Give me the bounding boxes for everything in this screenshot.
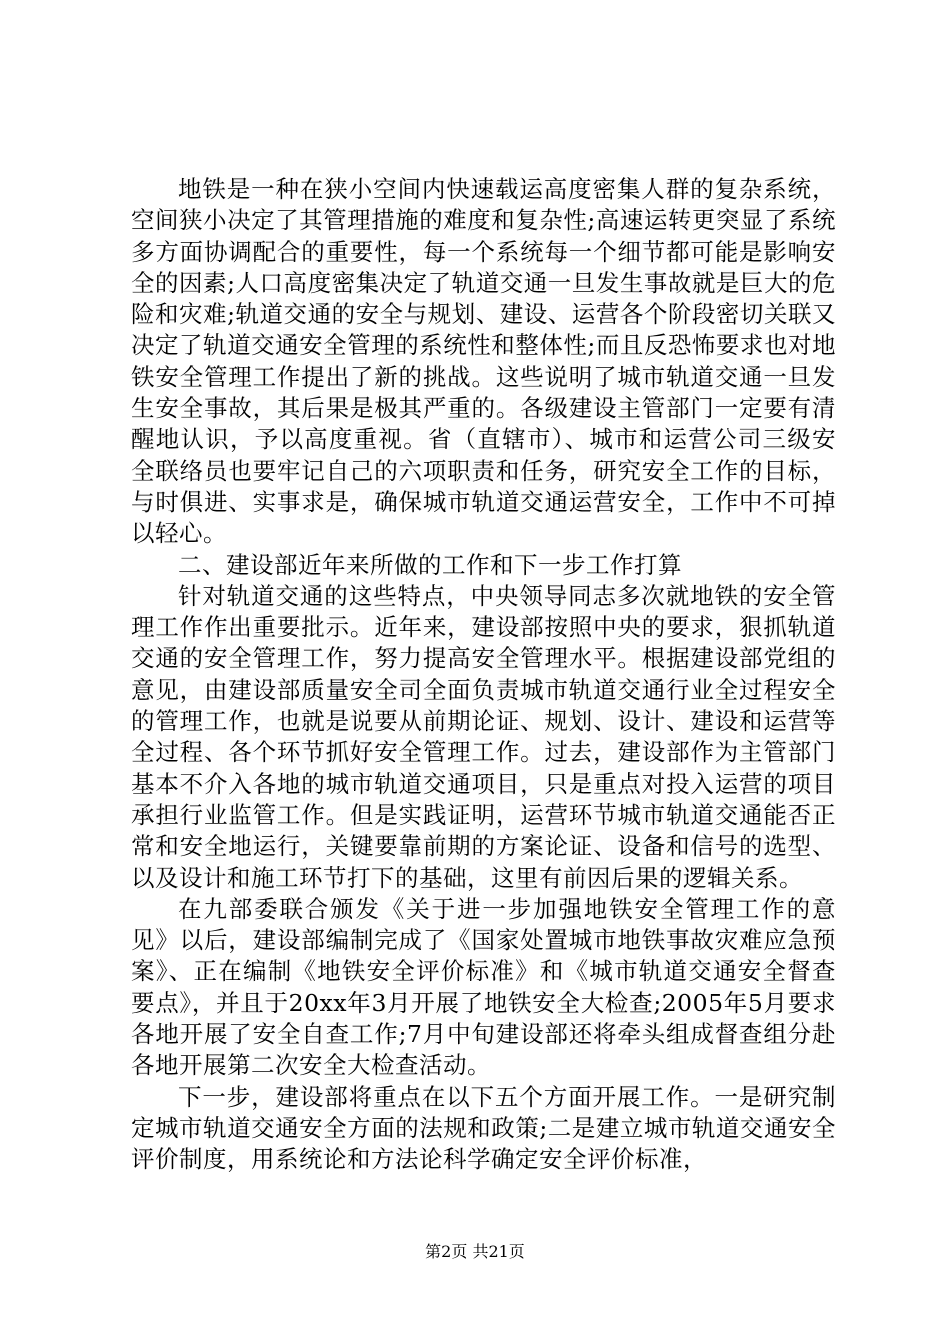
paragraph-2: 针对轨道交通的这些特点，中央领导同志多次就地铁的安全管理工作作出重要批示。近年来，建设部按照中央的要求，狠抓轨道交通的安全管理工作，努力提高安全管理水平。根据建设部党组的意见，由建设部质量安全司全面负责城市轨道交通行业全过程安全的管理工作，也就是说要从前期论证、规划、设计、建设和运营等全过程、各个环节抓好安全管理工作。过去，建设部作为主管部门基本不介入各地的城市轨道交通项目，只是重点对投入运营的项目承担行业监管工作。但是实践证明，运营环节城市轨道交通能否正常和安全地运行，关键要靠前期的方案论证、设备和信号的选型、以及设计和施工环节打下的基础，这里有前因后果的逻辑关系。 [131, 581, 836, 892]
paragraph-1: 地铁是一种在狭小空间内快速载运高度密集人群的复杂系统，空间狭小决定了其管理措施的难度和复杂性;高速运转更突显了系统多方面协调配合的重要性，每一个系统每一个细节都可能是影响安全的因素;人口高度密集决定了轨道交通一旦发生事故就是巨大的危险和灾难;轨道交通的安全与规划、建设、运营各个阶段密切关联又决定了轨道交通安全管理的系统性和整体性;而且反恐怖要求也对地铁安全管理工作提出了新的挑战。这些说明了城市轨道交通一旦发生安全事故，其后果是极其严重的。各级建设主管部门一定要有清醒地认识，予以高度重视。省（直辖市）、城市和运营公司三级安全联络员也要牢记自己的六项职责和任务，研究安全工作的目标，与时俱进、实事求是，确保城市轨道交通运营安全，工作中不可掉以轻心。 [131, 175, 836, 548]
paragraph-4: 下一步，建设部将重点在以下五个方面开展工作。一是研究制定城市轨道交通安全方面的法规和政策;二是建立城市轨道交通安全评价制度，用系统论和方法论科学确定安全评价标准， [131, 1082, 836, 1174]
page-footer [0, 1242, 950, 1262]
page-number-label: 第2页 共21页 [425, 1242, 525, 1261]
body-text [131, 174, 836, 1176]
section-heading: 二、建设部近年来所做的工作和下一步工作打算 [178, 550, 682, 579]
paragraph-3: 在九部委联合颁发《关于进一步加强地铁安全管理工作的意见》以后，建设部编制完成了《国家处置城市地铁事故灾难应急预案》、正在编制《地铁安全评价标准》和《城市轨道交通安全督查要点》，并且于20xx年3月开展了地铁安全大检查;2005年5月要求各地开展了安全自查工作;7月中旬建设部还将牵头组成督查组分赴各地开展第二次安全大检查活动。 [131, 894, 836, 1080]
